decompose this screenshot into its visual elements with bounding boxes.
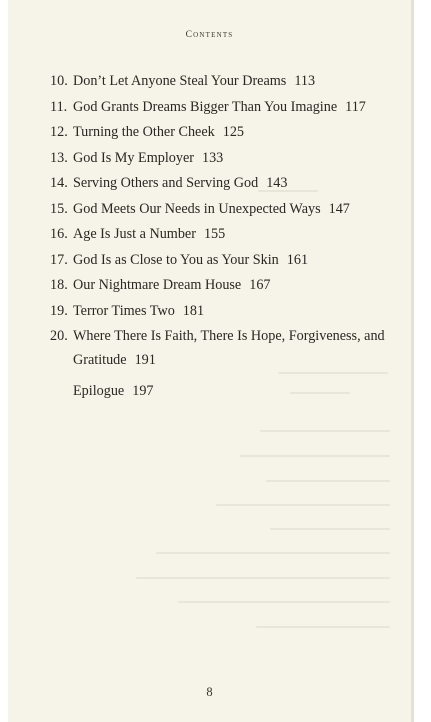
chapter-title: Where There Is Faith, There Is Hope, Forgiveness, and Gratitude bbox=[73, 328, 385, 368]
chapter-page: 143 bbox=[266, 175, 288, 191]
chapter-title: God Is My Employer bbox=[73, 149, 194, 166]
chapter-page: 155 bbox=[203, 226, 226, 242]
chapter-title-line bbox=[73, 324, 395, 372]
epilogue-page: 197 bbox=[132, 383, 154, 399]
chapter-title-line bbox=[73, 120, 395, 144]
chapter-number: 10. bbox=[50, 73, 68, 89]
chapter-title: Terror Times Two bbox=[73, 302, 175, 319]
chapter-number: 16. bbox=[50, 226, 68, 242]
page-edge bbox=[411, 0, 414, 722]
page-number: 8 bbox=[206, 685, 213, 699]
chapter-title: Serving Others and Serving God bbox=[73, 175, 259, 191]
chapter-title-line bbox=[73, 95, 395, 119]
chapter-page: 133 bbox=[201, 149, 224, 166]
chapter-title-line bbox=[73, 197, 395, 221]
chapter-title-line bbox=[73, 299, 395, 323]
chapter-number: 14. bbox=[50, 175, 68, 191]
toc-entry bbox=[50, 222, 395, 246]
chapter-number: 11. bbox=[50, 98, 68, 115]
page-header: Contents bbox=[185, 30, 234, 40]
toc-entry bbox=[50, 146, 395, 170]
chapter-number: 19. bbox=[50, 302, 68, 319]
chapter-number: 13. bbox=[50, 149, 68, 166]
chapter-number: 17. bbox=[50, 251, 68, 268]
chapter-page: 113 bbox=[294, 73, 316, 89]
epilogue-title: Epilogue bbox=[73, 383, 125, 399]
chapter-title: God Is as Close to You as Your Skin bbox=[73, 251, 279, 268]
chapter-title: God Grants Dreams Bigger Than You Imagine bbox=[73, 98, 338, 115]
chapter-number: 15. bbox=[50, 200, 68, 217]
toc-entry bbox=[50, 197, 395, 221]
chapter-title-line bbox=[73, 171, 395, 195]
chapter-page: 117 bbox=[345, 98, 366, 115]
chapter-title: Don’t Let Anyone Steal Your Dreams bbox=[73, 73, 287, 89]
toc-entry bbox=[50, 299, 395, 323]
chapter-page: 181 bbox=[182, 302, 205, 319]
toc-epilogue bbox=[50, 380, 395, 402]
chapter-page: 125 bbox=[222, 124, 245, 140]
toc-entry bbox=[50, 95, 395, 119]
chapter-title-line bbox=[73, 248, 395, 272]
chapter-title-line bbox=[73, 146, 395, 170]
toc-entry bbox=[50, 69, 395, 93]
toc-entry bbox=[50, 120, 395, 144]
chapter-title: God Meets Our Needs in Unexpected Ways bbox=[73, 200, 321, 217]
chapter-title: Turning the Other Cheek bbox=[73, 124, 215, 140]
chapter-page: 147 bbox=[328, 200, 350, 217]
book-page bbox=[8, 0, 411, 722]
chapter-page: 191 bbox=[134, 352, 156, 368]
chapter-number: 12. bbox=[50, 124, 68, 140]
chapter-title: Age Is Just a Number bbox=[73, 226, 196, 242]
chapter-page: 161 bbox=[286, 251, 309, 268]
chapter-number: 18. bbox=[50, 277, 68, 293]
chapter-number: 20. bbox=[50, 328, 68, 344]
toc-entry bbox=[50, 324, 395, 372]
toc-entry bbox=[50, 171, 395, 195]
chapter-title-line bbox=[73, 273, 395, 297]
table-of-contents bbox=[50, 69, 395, 402]
chapter-title: Our Nightmare Dream House bbox=[73, 277, 242, 293]
toc-entry bbox=[50, 248, 395, 272]
chapter-title-line bbox=[73, 222, 395, 246]
chapter-title-line bbox=[73, 69, 395, 93]
chapter-page: 167 bbox=[249, 277, 271, 293]
toc-entry bbox=[50, 273, 395, 297]
